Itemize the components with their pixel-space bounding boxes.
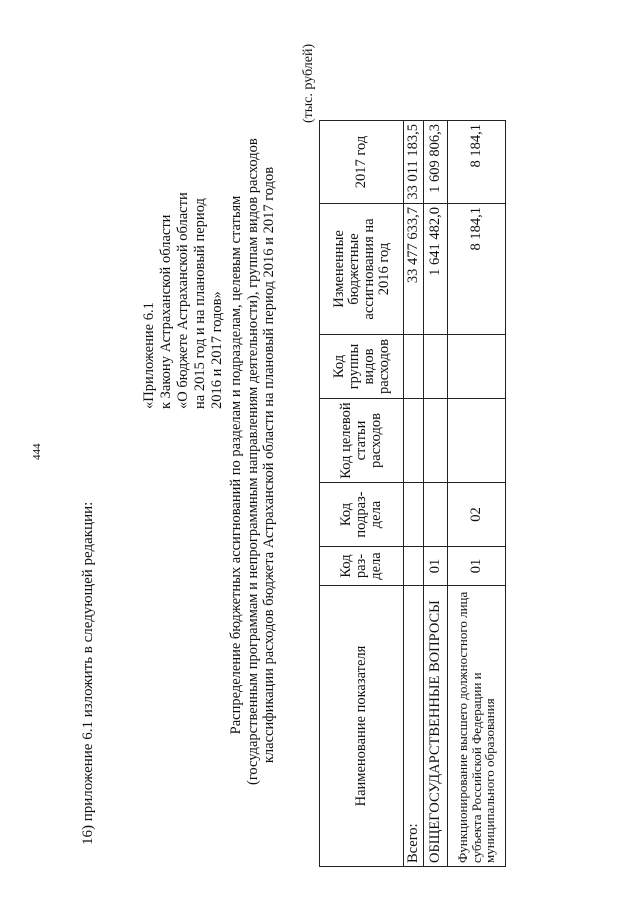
row-podrazdel: 02 — [448, 483, 506, 547]
row-name: Всего: — [404, 586, 424, 867]
page-number: 444 — [31, 443, 43, 460]
header-podrazdel: Код подраз-дела — [320, 483, 404, 547]
row-name: Функционирование высшего должностного лица субъекта Российской Федерации и муниципального образования — [448, 586, 506, 867]
table-row — [448, 121, 506, 867]
row-izm-2016: 8 184,1 — [448, 204, 506, 335]
row-2017: 33 011 183,5 — [404, 121, 424, 204]
row-name: ОБЩЕГОСУДАРСТВЕННЫЕ ВОПРОСЫ — [424, 586, 448, 867]
appendix-reference — [141, 109, 226, 409]
row-razdel: 01 — [424, 547, 448, 586]
header-name: Наименование показателя — [320, 586, 404, 867]
table-row — [404, 121, 424, 867]
row-gruppa — [404, 335, 424, 399]
appendix-line: к Закону Астраханской области — [158, 214, 174, 409]
row-izm-2016: 1 641 482,0 — [424, 204, 448, 335]
row-celevaya — [404, 399, 424, 483]
row-2017: 1 609 806,3 — [424, 121, 448, 204]
row-razdel — [404, 547, 424, 586]
header-gruppa: Код группы видов расходов — [320, 335, 404, 399]
appendix-line: «Приложение 6.1 — [141, 302, 157, 409]
row-celevaya — [448, 399, 506, 483]
unit-label: (тыс. рублей) — [301, 43, 316, 123]
row-2017: 8 184,1 — [448, 121, 506, 204]
budget-table — [319, 120, 506, 867]
heading-line: классификации расходов бюджета Астраханской области на плановый период 2016 и 2017 годов — [261, 166, 277, 764]
table-row — [424, 121, 448, 867]
row-gruppa — [424, 335, 448, 399]
appendix-line: 2016 и 2017 годов» — [209, 291, 225, 409]
heading-line: Распределение бюджетных ассигнований по разделам и подразделам, целевым статьям — [228, 195, 244, 735]
table-header-row — [320, 121, 404, 867]
row-podrazdel — [424, 483, 448, 547]
heading-line: (государственным программам и непрограммным направлениям деятельности), группам видов расходов — [244, 138, 261, 785]
row-izm-2016: 33 477 633,7 — [404, 204, 424, 335]
header-razdel: Код раз-дела — [320, 547, 404, 586]
row-celevaya — [424, 399, 448, 483]
row-podrazdel — [404, 483, 424, 547]
header-2017: 2017 год — [320, 121, 404, 204]
header-celevaya: Код целевой статьи расходов — [320, 399, 404, 483]
appendix-line: на 2015 год и на плановый период — [192, 198, 208, 409]
intro-text: 16) приложение 6.1 изложить в следующей редакции: — [80, 501, 96, 845]
row-razdel: 01 — [448, 547, 506, 586]
header-izm-2016: Измененные бюджетные ассигнования на 2016 год — [320, 204, 404, 335]
document-heading — [228, 138, 278, 785]
appendix-line: «О бюджете Астраханской области — [175, 192, 191, 409]
row-gruppa — [448, 335, 506, 399]
